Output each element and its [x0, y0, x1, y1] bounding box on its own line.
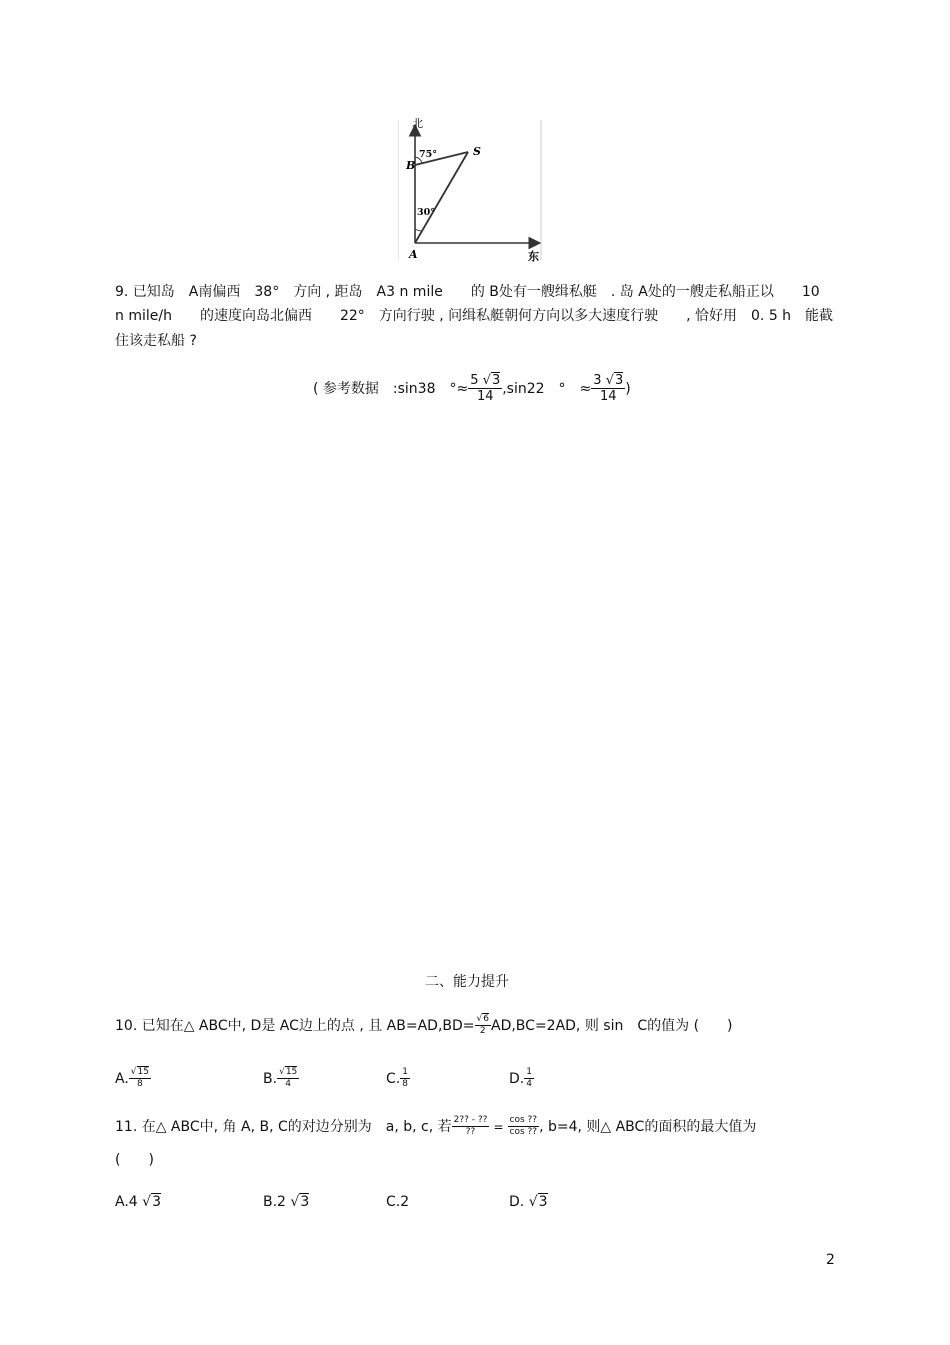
q9-frac1-radical: √ 3 — [483, 372, 501, 388]
q9-frac1-den: 14 — [476, 389, 494, 404]
q11-option-a[interactable]: A.4 √ 3 — [115, 1193, 161, 1211]
angle-a-label: 30° — [417, 207, 435, 218]
q10-option-c-frac: $\frac{1}{8}$ — [402, 1067, 408, 1089]
q10-option-b-label: B. — [263, 1070, 278, 1087]
q11-option-a-radical: √ 3 — [142, 1193, 161, 1210]
q11-option-d[interactable]: D. √ 3 — [509, 1193, 548, 1211]
q11-option-b-radical: √ 3 — [290, 1193, 309, 1210]
q10-option-d-label: D. — [509, 1070, 525, 1087]
q10-option-a-label: A. — [115, 1070, 129, 1087]
q9-frac2-den: 14 — [600, 389, 617, 404]
east-label: 东 — [528, 250, 539, 263]
q11-stem — [115, 1116, 756, 1137]
q9-ref-mid: ,sin22 ° ≈ — [502, 380, 592, 397]
figure-svg — [398, 115, 548, 265]
q10-option-d[interactable] — [509, 1068, 534, 1089]
section-title: 二、能力提升 — [425, 974, 509, 990]
q11-option-c[interactable]: C.2 — [386, 1194, 410, 1210]
segment-as — [415, 152, 468, 243]
q10-option-d-frac: $\frac{1}{4}$ — [526, 1067, 532, 1089]
q9-frac2-radical: √ 3 — [606, 372, 624, 388]
q10-option-b[interactable] — [263, 1068, 299, 1089]
q10-stem-b: AD,BC=2AD, 则 sin C的值为 ( ) — [491, 1017, 733, 1034]
point-s-label: S — [473, 145, 481, 158]
point-b-label: B — [406, 159, 416, 172]
q9-ref-prefix: ( 参考数据 :sin38 °≈ — [313, 380, 469, 397]
q10-bd-radical: √ 6 — [477, 1013, 489, 1024]
q11-frac1: $\frac{2?? - ??}{??}$ — [453, 1115, 488, 1137]
q9-line1: 9. 已知岛 A南偏西 38° 方向 , 距岛 A3 n mile 的 B处有一艘缉私艇 . 岛 A处的一艘走私船正以 10 — [115, 284, 820, 300]
q10-option-c-label: C. — [386, 1070, 401, 1087]
q11-equals: = — [493, 1119, 504, 1134]
q11-frac2: $\frac{\cos ??}{\cos ??}$ — [509, 1115, 538, 1137]
q11-option-b[interactable]: B.2 √ 3 — [263, 1193, 309, 1211]
angle-b-label: 75° — [419, 149, 437, 160]
q9-ref-frac2 — [591, 374, 625, 403]
q9-frac1-coef: 5 — [470, 373, 479, 388]
q9-line3: 住该走私船 ? — [115, 333, 197, 349]
page-number: 2 — [826, 1252, 835, 1268]
q10-bd-den: 2 — [479, 1026, 486, 1036]
q10-stem — [115, 1015, 733, 1036]
q10-option-b-frac: √ $\frac{15}{4}$ — [277, 1068, 299, 1089]
q9-frac2-coef: 3 — [593, 373, 602, 388]
q10-bd-frac — [475, 1015, 491, 1036]
q11-stem-a: 11. 在△ ABC中, 角 A, B, C的对边分别为 a, b, c, 若 — [115, 1118, 452, 1135]
q11-stem-b: , b=4, 则△ ABC的面积的最大值为 — [539, 1118, 757, 1135]
q9-reference-data — [313, 374, 631, 403]
q10-option-a[interactable] — [115, 1068, 151, 1089]
q10-option-a-frac: √ $\frac{15}{8}$ — [129, 1068, 151, 1089]
point-a-label: A — [409, 248, 418, 261]
q10-option-c[interactable] — [386, 1068, 410, 1089]
q9-ref-suffix: ) — [625, 380, 631, 397]
q10-stem-a: 10. 已知在△ ABC中, D是 AC边上的点 , 且 AB=AD,BD= — [115, 1017, 475, 1034]
q11-option-d-radical: √ 3 — [529, 1193, 548, 1210]
north-label: 北 — [412, 117, 423, 130]
q11-paren: ( ) — [115, 1152, 154, 1168]
navigation-figure — [398, 115, 548, 265]
q9-ref-frac1 — [468, 374, 502, 403]
angle-arc-a — [415, 229, 422, 231]
q9-line2: n mile/h 的速度向岛北偏西 22° 方向行驶 , 问缉私艇朝何方向以多大速度行驶 , 恰好用 0. 5 h 能截 — [115, 308, 834, 324]
